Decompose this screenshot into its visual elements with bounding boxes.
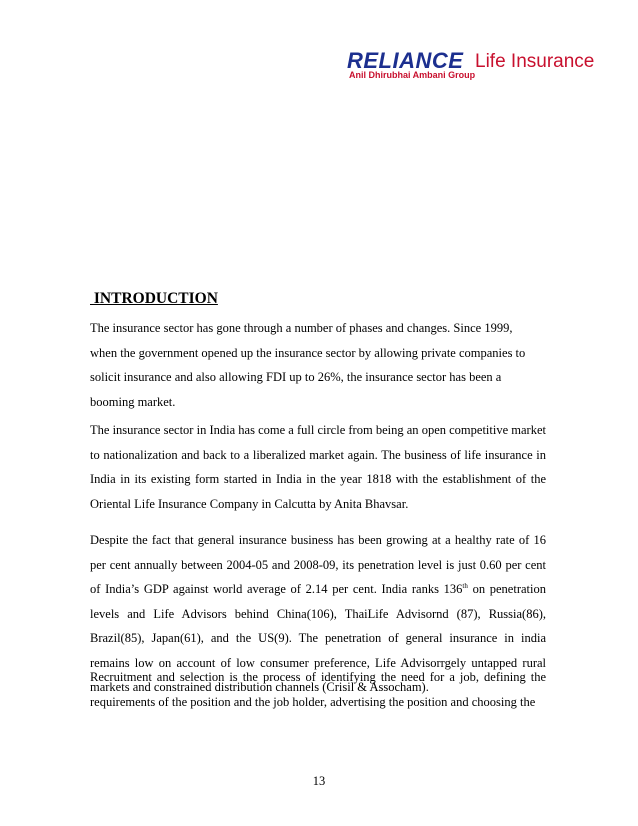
paragraph-4: Recruitment and selection is the process of identifying the need for a job, defining the requirements of the position and the job holder, advertising the position and choosing the bbox=[90, 670, 546, 709]
logo-product: Life Insurance bbox=[475, 51, 595, 72]
superscript-ordinal: th bbox=[462, 581, 468, 590]
paragraph-3-text-start: Despite the fact that general insurance business has been growing at a healthy rate of 16 per cent annually between 2004-05 and 2008-09, its penetration level is just 0.60 per cent of India’s GDP against world average of 2.14 per cent. India ranks 136 bbox=[90, 533, 546, 596]
paragraph-2: The insurance sector in India has come a full circle from being an open competitive market to nationalization and back to a liberalized market again. The business of life insurance in India in its existing form started in India in the year 1818 with the establishment of the Oriental Life Insurance Company in Calcutta by Anita Bhavsar. bbox=[90, 423, 546, 511]
paragraph-3-text-end: on penetration levels and Life Advisors behind China(106), ThaiLife Advisornd (87), Russia(86), Brazil(85), Japan(61), and the US(9). The penetration of general insurance in india remains low on account of low consumer preference, Life Advisorrgely untapped rural markets and constrained distribution channels (Crisil & Assocham). bbox=[90, 582, 546, 694]
reliance-life-insurance-logo bbox=[347, 50, 612, 80]
page-number: 13 bbox=[312, 774, 326, 788]
paragraph-1: The insurance sector has gone through a number of phases and changes. Since 1999, when the government opened up the insurance sector by allowing private companies to solicit insurance and also allowing FDI up to 26%, the insurance sector has been a booming market. bbox=[90, 321, 526, 409]
section-heading: INTRODUCTION bbox=[90, 290, 218, 307]
logo-group-name: Anil Dhirubhai Ambani Group bbox=[349, 70, 476, 80]
logo-brand: RELIANCE bbox=[347, 48, 464, 73]
